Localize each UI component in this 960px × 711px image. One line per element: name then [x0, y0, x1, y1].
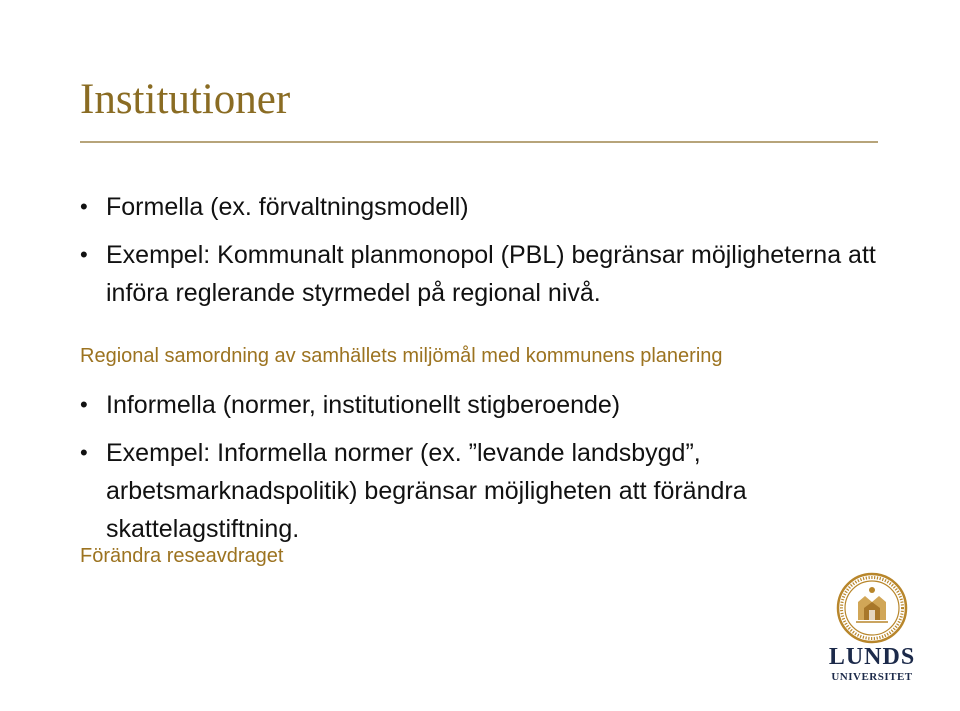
- bullet-dot-icon: •: [80, 194, 88, 219]
- bullet-dot-icon: •: [80, 440, 88, 465]
- bullet-text: Exempel: Informella normer (ex. ”levande landsbygd”, arbetsmarknadspolitik) begränsar möjligheten att förändra skattelagstiftning.: [106, 439, 747, 543]
- slide-title: Institutioner: [80, 76, 291, 123]
- sub-note: Regional samordning av samhällets miljömål med kommunens planering: [80, 345, 723, 367]
- bullet-text: Formella (ex. förvaltningsmodell): [106, 193, 469, 221]
- bullet-item: [80, 386, 890, 424]
- logo-subtitle: UNIVERSITET: [831, 671, 913, 683]
- sub-note: Förändra reseavdraget: [80, 545, 284, 567]
- title-divider: [80, 141, 878, 143]
- bullet-item: [80, 434, 890, 548]
- bullet-text: Informella (normer, institutionellt stigberoende): [106, 391, 621, 419]
- bullet-dot-icon: •: [80, 242, 88, 267]
- university-logo: [822, 572, 922, 687]
- lund-university-seal-icon: [836, 572, 908, 644]
- bullet-item: [80, 236, 890, 312]
- logo-wordmark: LUNDS: [828, 644, 916, 670]
- bullet-text: Exempel: Kommunalt planmonopol (PBL) begränsar möjligheterna att införa reglerande styrmedel på regional nivå.: [106, 241, 876, 307]
- bullet-dot-icon: •: [80, 392, 88, 417]
- bullet-item: [80, 188, 890, 226]
